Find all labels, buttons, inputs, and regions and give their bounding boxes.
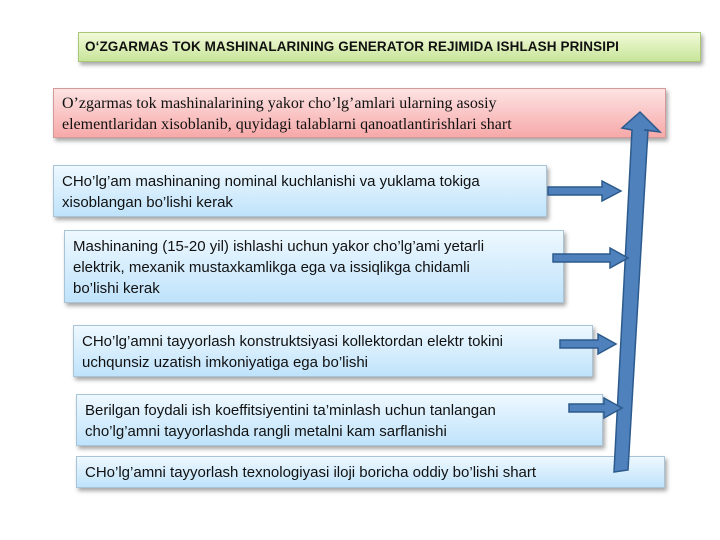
intro-line-1: O’zgarmas tok mashinalarining yakor cho’lg’amlari ularning asosiy [62,95,497,112]
arrow-from-box-2 [553,248,628,268]
arrow-from-box-1 [548,181,621,201]
requirement-2-line-2: elektrik, mexanik mustaxkamlikga ega va issiqlikga chidamli [73,259,470,276]
requirement-2-line-3: bo’lishi kerak [73,280,160,297]
requirement-3-line-2: uchqunsiz uzatish imkoniyatiga ega bo’lishi [82,354,368,371]
intro-line-2: elementlaridan xisoblanib, quyidagi talablarni qanoatlantirishlari shart [62,116,512,133]
requirement-2-line-1: Mashinaning (15-20 yil) ishlashi uchun yakor cho’lg’ami yetarli [73,238,485,255]
requirement-3-line-1: CHo’lg’amni tayyorlash konstruktsiyasi kollektordan elektr tokini [82,333,504,350]
requirement-1-line-1: CHo’lg’am mashinaning nominal kuchlanishi va yuklama tokiga [62,173,480,190]
page-title: O‘ZGARMAS TOK MASHINALARINING GENERATOR REJIMIDA ISHLASH PRINSIPI [78,32,701,62]
requirement-4-line-2: cho’lg’amni tayyorlashda rangli metalni kam sarflanishi [85,423,447,440]
vertical-up-arrow [614,112,660,472]
requirement-1-line-2: xisoblangan bo’lishi kerak [62,194,233,211]
requirement-4-line-1: Berilgan foydali ish koeffitsiyentini ta’minlash uchun tanlangan [85,402,496,419]
arrow-from-box-3 [560,334,616,354]
requirement-5-line-1: CHo’lg’amni tayyorlash texnologiyasi iloji boricha oddiy bo’lishi shart [85,464,537,481]
arrow-from-box-4 [569,398,622,418]
